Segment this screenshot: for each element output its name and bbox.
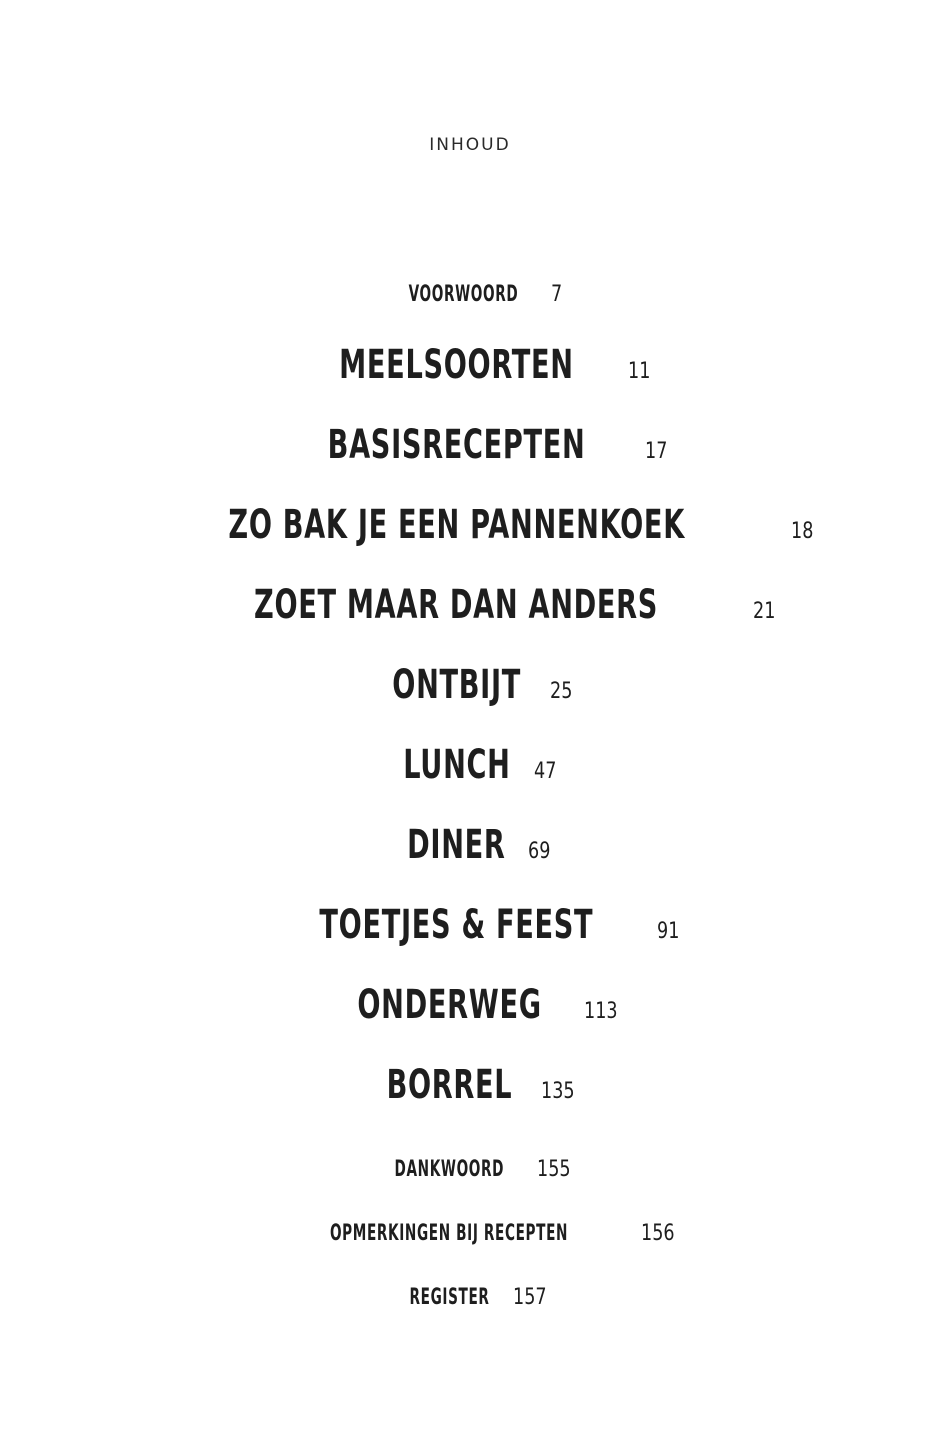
- toc-entry-title: ONDERWEG: [357, 982, 542, 1028]
- toc-entry-title: ONTBIJT: [392, 662, 521, 708]
- page-title: INHOUD: [429, 135, 511, 155]
- toc-entry-dankwoord: [0, 1157, 940, 1182]
- toc-entry-meelsoorten: [0, 342, 940, 388]
- toc-entry-title: MEELSOORTEN: [339, 342, 574, 388]
- toc-entry-voorwoord: [0, 282, 940, 307]
- toc-entry-page-number: 47: [534, 759, 557, 784]
- toc-entry-title: ZOET MAAR DAN ANDERS: [254, 582, 659, 628]
- toc-entry-pannenkoek: [0, 502, 940, 548]
- toc-entry-register: [0, 1285, 940, 1310]
- toc-entry-page-number: 135: [541, 1079, 575, 1104]
- toc-entry-lunch: [0, 742, 940, 788]
- toc-entry-title: DANKWOORD: [394, 1157, 505, 1182]
- toc-entry-borrel: [0, 1062, 940, 1108]
- toc-entry-diner: [0, 822, 940, 868]
- toc-entry-page-number: 113: [584, 999, 618, 1024]
- toc-entry-page-number: 91: [656, 919, 680, 944]
- toc-entry-page-number: 156: [640, 1221, 675, 1246]
- toc-entry-title: OPMERKINGEN BIJ RECEPTEN: [330, 1221, 569, 1246]
- toc-entry-title: BASISRECEPTEN: [327, 422, 586, 468]
- toc-entry-page-number: 7: [550, 282, 563, 307]
- toc-entry-page-number: 18: [791, 519, 814, 544]
- toc-entry-page-number: 69: [527, 839, 551, 864]
- toc-entry-page-number: 25: [550, 679, 573, 704]
- toc-entry-onderweg: [0, 982, 940, 1028]
- toc-entry-ontbijt: [0, 662, 940, 708]
- toc-entry-title: DINER: [407, 822, 506, 868]
- toc-entry-toetjes-feest: [0, 902, 940, 948]
- toc-entry-zoet-maar-dan-anders: [0, 582, 940, 628]
- toc-entry-basisrecepten: [0, 422, 940, 468]
- toc-entry-page-number: 155: [536, 1157, 571, 1182]
- toc-entry-page-number: 11: [627, 359, 651, 384]
- toc-entry-title: ZO BAK JE EEN PANNENKOEK: [228, 502, 685, 548]
- toc-entry-title: BORREL: [386, 1062, 513, 1108]
- toc-entry-opmerkingen: [0, 1221, 940, 1246]
- toc-entry-title: VOORWOORD: [408, 282, 519, 307]
- toc-entry-page-number: 21: [752, 599, 776, 624]
- toc-entry-title: TOETJES & FEEST: [319, 902, 594, 948]
- toc-entry-page-number: 17: [645, 439, 668, 464]
- toc-entry-title: REGISTER: [409, 1285, 490, 1310]
- toc-entry-title: LUNCH: [402, 742, 511, 788]
- toc-entry-page-number: 157: [513, 1285, 547, 1310]
